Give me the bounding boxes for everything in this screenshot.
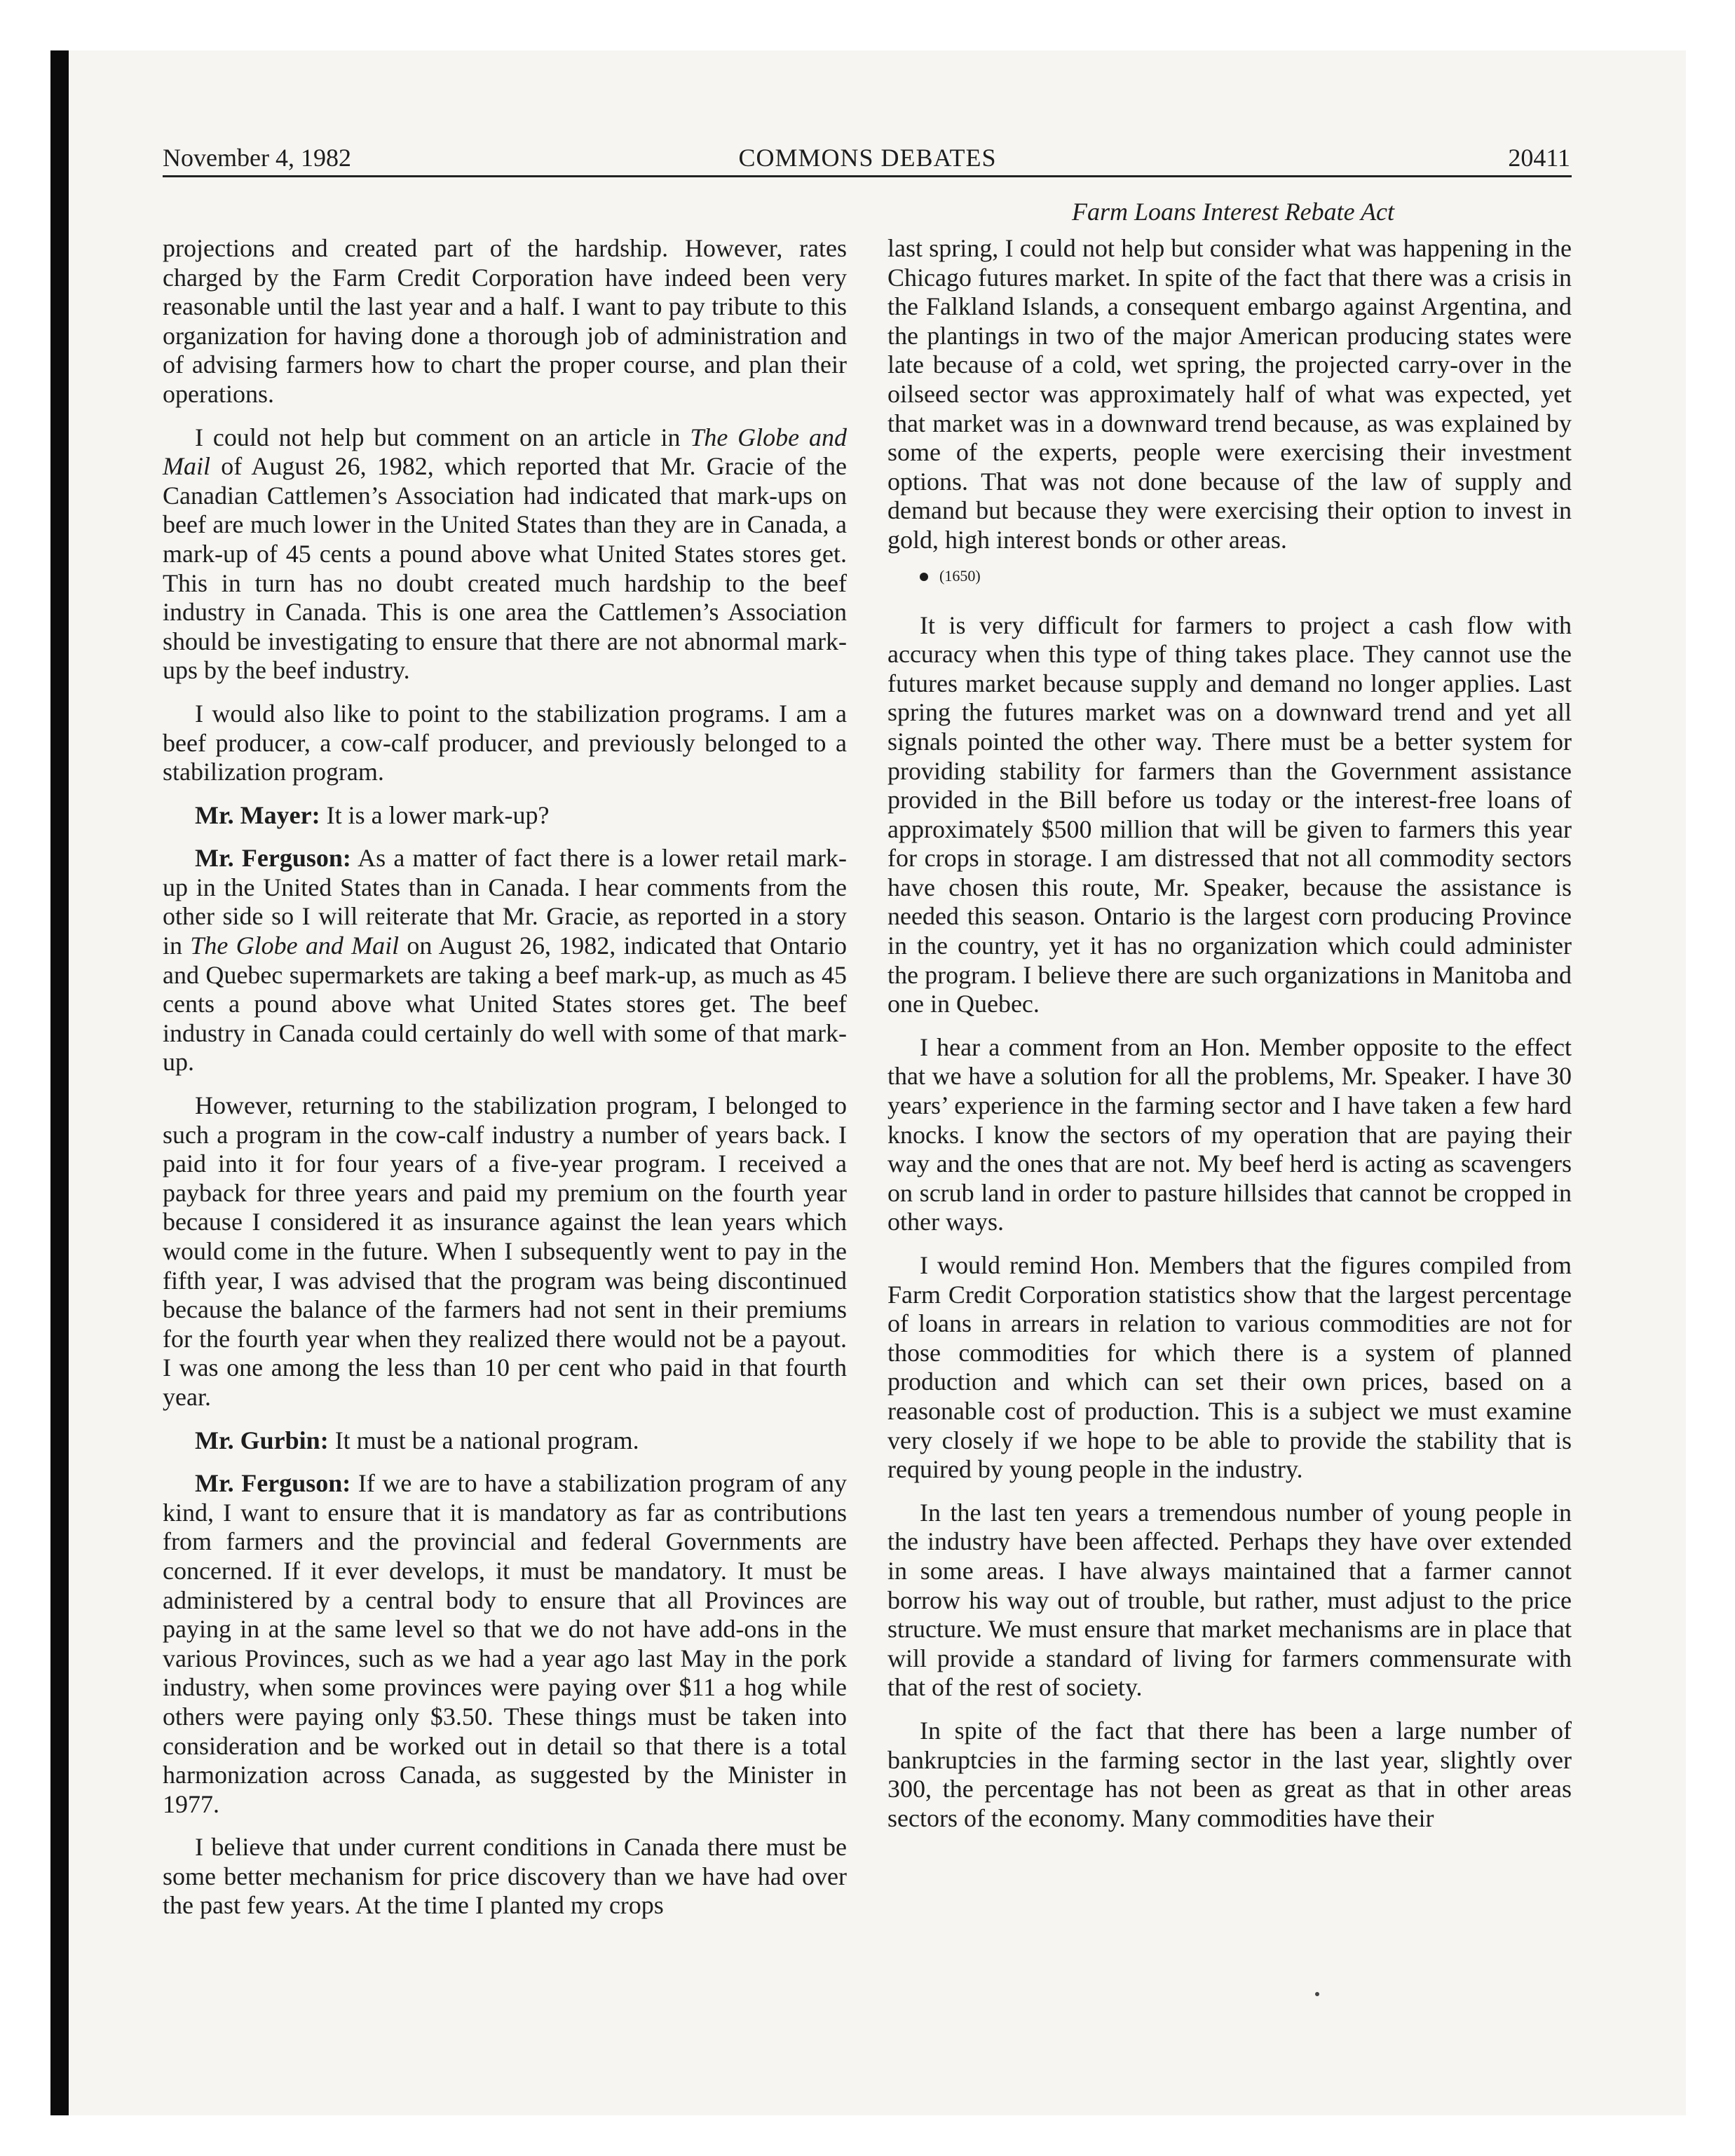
act-title: Farm Loans Interest Rebate Act — [1072, 198, 1394, 226]
speaker-name: Mr. Ferguson: — [195, 844, 351, 873]
paragraph: In spite of the fact that there has been a large number of bankruptcies in the farming sector in the last year, slightly over 300, the percentage has not been as great as that in other areas sectors of the economy. Many commodities have their — [887, 1716, 1572, 1832]
speech-text: on August 26, 1982, indicated that Ontario and Quebec supermarkets are taking a beef mark-up, as much as 45 cents a pound above what United States stores get. The beef industry in Canada could certainly do well with some of that mark-up. — [163, 932, 847, 1077]
newspaper-title: The Globe and Mail — [190, 932, 400, 960]
paragraph: I would remind Hon. Members that the figures compiled from Farm Credit Corporation statistics show that the largest percentage of loans in arrears in relation to various commodities are not for those commodities for which there is a system of planned production and which can set their own prices, based on a reasonable cost of production. This is a subject we must examine very closely if we hope to be able to provide the stability that is required by young people in the industry. — [887, 1251, 1572, 1484]
speaker-name: Mr. Gurbin: — [195, 1426, 329, 1454]
paragraph: In the last ten years a tremendous number of young people in the industry have been affected. Perhaps they have over extended in some areas. I have always maintained that a farmer cannot borrow his way out of trouble, but rather, must adjust to the price structure. We must ensure that market mechanisms are in place that will provide a standard of living for farmers commensurate with that of the rest of society. — [887, 1498, 1572, 1702]
header-rule — [163, 175, 1572, 177]
speech — [163, 801, 847, 831]
speaker-name: Mr. Ferguson: — [195, 1469, 351, 1498]
paragraph: I believe that under current conditions in Canada there must be some better mechanism for price discovery than we have had over the past few years. At the time I planted my crops — [163, 1833, 847, 1920]
newspaper-title: The Globe and Mail — [163, 423, 848, 481]
paragraph: last spring, I could not help but consider what was happening in the Chicago futures market. In spite of the fact that there was a crisis in the Falkland Islands, a consequent embargo against Argentina, and the plantings in two of the major American producing states were late because of a cold, wet spring, the projected carry-over in the oilseed sector was approximately half of what was expected, yet that market was in a downward trend because, as was explained by some of the experts, people were exercising their investment options. That was not done because of the law of supply and demand but because they were exercising their option to invest in gold, high interest bonds or other areas. — [887, 234, 1572, 554]
scan-speck — [1315, 1992, 1319, 1996]
speech-text: It is a lower mark-up? — [320, 800, 550, 829]
paragraph: I hear a comment from an Hon. Member opposite to the effect that we have a solution for all the problems, Mr. Speaker. I have 30 years’ experience in the farming sector and I have taken a few hard knocks. I know the sectors of my operation that are paying their way and the ones that are not. My beef herd is acting as scavengers on scrub land in order to pasture hillsides that cannot be cropped in other ways. — [887, 1032, 1572, 1236]
header-page-number: 20411 — [1508, 144, 1570, 172]
time-marker-text: (1650) — [939, 566, 981, 585]
paragraph: projections and created part of the hardship. However, rates charged by the Farm Credit Corporation have indeed been very reasonable until the last year and a half. I want to pay tribute to this organization for having done a thorough job of administration and of advising farmers how to chart the proper course, and plan their operations. — [163, 234, 847, 408]
bullet-icon — [920, 573, 928, 581]
binding-edge — [50, 50, 69, 2115]
header-publication: COMMONS DEBATES — [738, 144, 997, 172]
right-column — [887, 234, 1572, 1833]
speech — [163, 1426, 847, 1456]
speech-text: If we are to have a stabilization program of any kind, I want to ensure that it is mandatory as far as contributions from farmers and the provincial and federal Governments are concerned. If it ever develops, it must be mandatory. It must be administered by a central body to ensure that all Provinces are paying in at the same level so that we do not have add-ons in the various Provinces, such as we had a year ago last May in the pork industry, when some provinces were paying over $11 a hog while others were paying only $3.50. These things must be taken into consideration and be worked out in detail so that there is a total harmonization across Canada, as suggested by the Minister in 1977. — [163, 1469, 848, 1818]
header-date: November 4, 1982 — [163, 144, 351, 172]
paragraph — [163, 423, 847, 685]
speaker-name: Mr. Mayer: — [195, 800, 320, 829]
paragraph: However, returning to the stabilization program, I belonged to such a program in the cow-calf industry a number of years back. I paid into it for four years of a five-year program. I received a payback for three years and paid my premium on the fourth year because I considered it as insurance against the lean years which would come in the future. When I subsequently went to pay in the fifth year, I was advised that the program was being discontinued because the balance of the farmers had not sent in their premiums for the fourth year when they realized there would not be a payout. I was one among the less than 10 per cent who paid in that fourth year. — [163, 1091, 847, 1411]
speech-text: It must be a national program. — [328, 1426, 639, 1454]
paragraph: It is very difficult for farmers to project a cash flow with accuracy when this type of thing takes place. They cannot use the futures market because supply and demand no longer applies. Last spring the futures market was on a downward trend and yet all signals pointed the other way. There must be a better system for providing stability for farmers than the Government assistance provided in the Bill before us today or the interest-free loans of approximately $500 million that will be given to farmers this year for crops in storage. I am distressed that not all commodity sectors have chosen this route, Mr. Speaker, because the assistance is needed this season. Ontario is the largest corn producing Province in the country, yet it has no organization which could administer the program. I believe there are such organizations in Manitoba and one in Quebec. — [887, 610, 1572, 1018]
scan-margin — [0, 0, 50, 2156]
paragraph-text: of August 26, 1982, which reported that Mr. Gracie of the Canadian Cattlemen’s Association had indicated that mark-ups on beef are much lower in the United States than they are in Canada, a mark-up of 45 cents a pound above what United States stores get. This in turn has no doubt created much hardship to the beef industry in Canada. This is one area the Cattlemen’s Association should be investigating to ensure that there are not abnormal mark-ups by the beef industry. — [163, 452, 847, 685]
paragraph: I would also like to point to the stabilization programs. I am a beef producer, a cow-calf producer, and previously belonged to a stabilization program. — [163, 699, 847, 786]
speech-text: As a matter of fact there is a lower retail mark-up in the United States than in Canada. I hear comments from the other side so I will reiterate that Mr. Gracie, as reported in a story in — [163, 844, 848, 960]
speech — [163, 1469, 847, 1819]
speech — [163, 844, 847, 1077]
left-column — [163, 234, 847, 1920]
paragraph-text: I could not help but comment on an article in — [195, 423, 690, 451]
time-marker — [887, 555, 1572, 597]
